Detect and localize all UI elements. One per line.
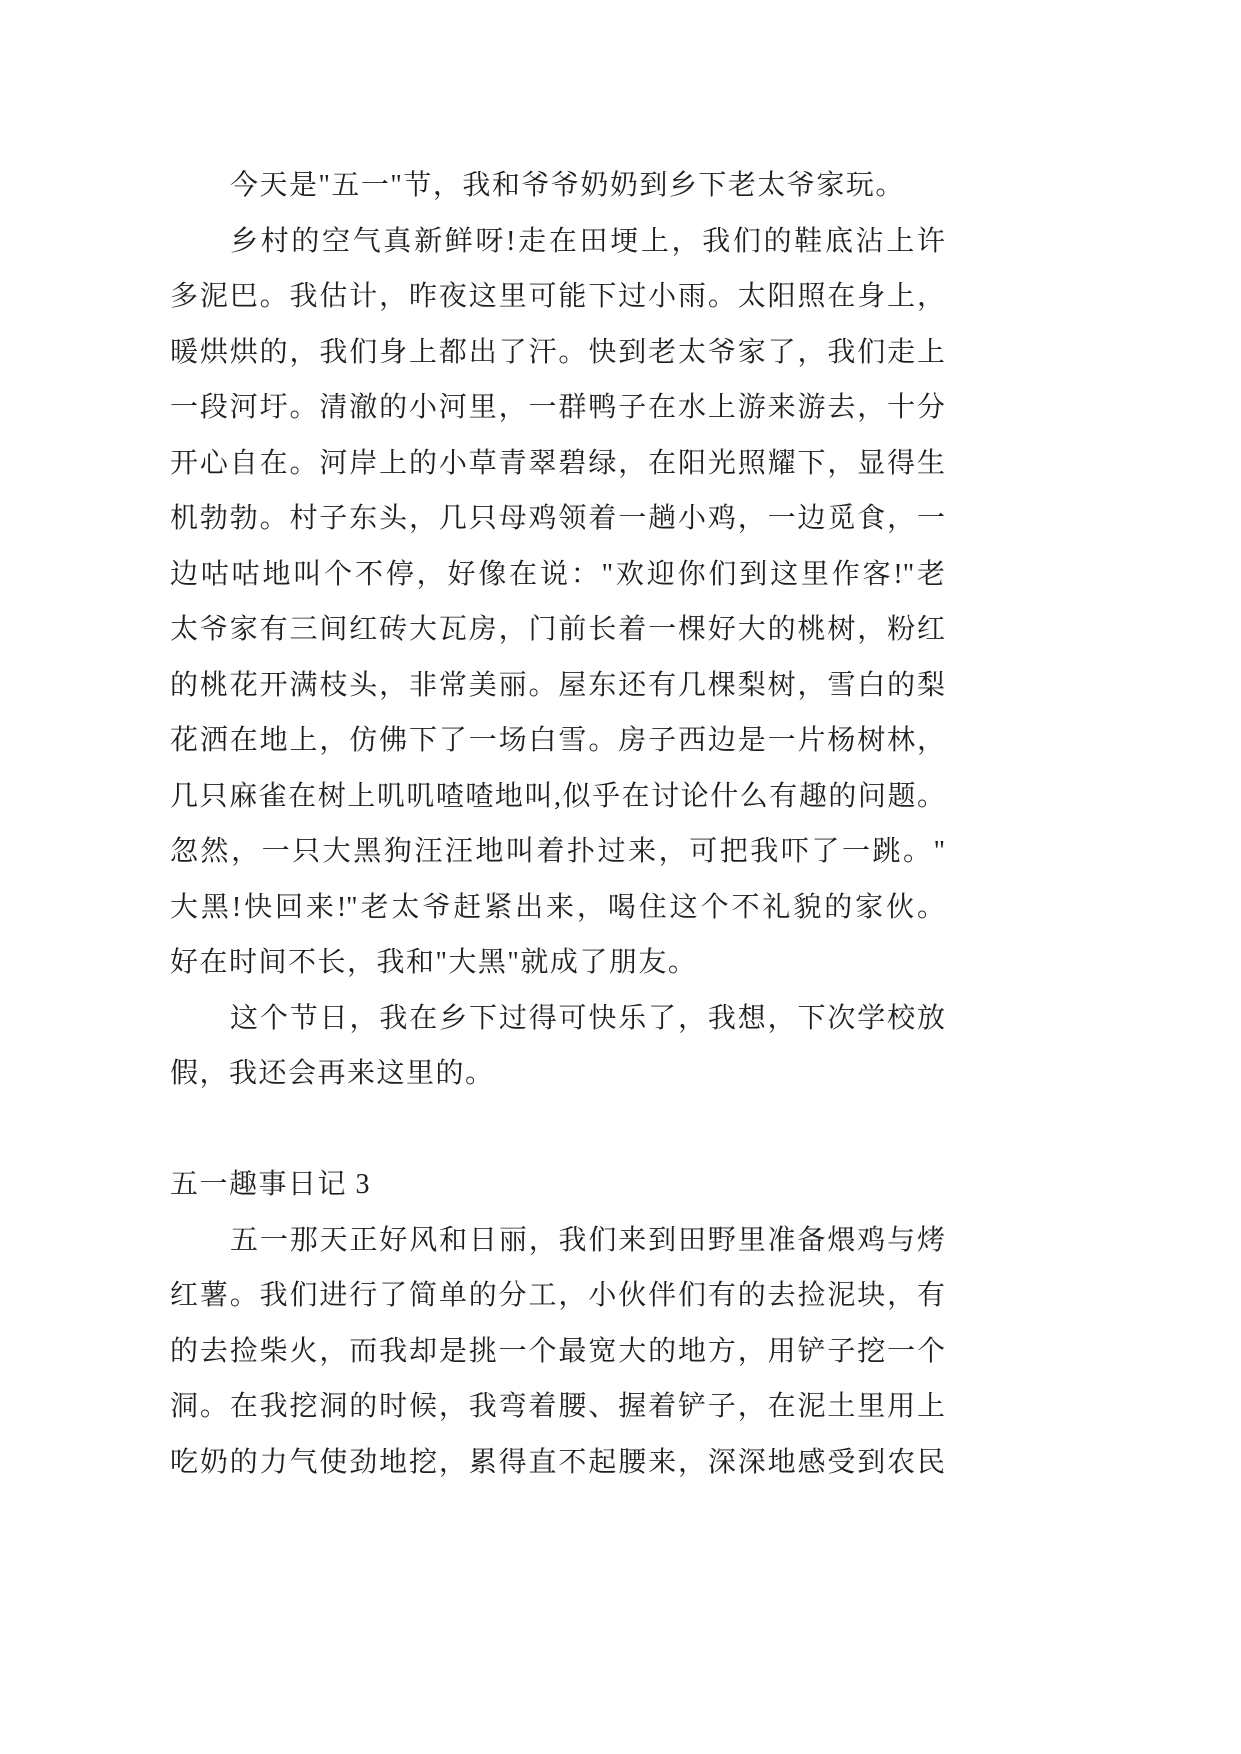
text-line: 太爷家有三间红砖大瓦房，门前长着一棵好大的桃树，粉红 bbox=[170, 614, 945, 645]
text-line: 今天是"五一"节，我和爷爷奶奶到乡下老太爷家玩。 bbox=[230, 170, 905, 201]
text-line: 暖烘烘的，我们身上都出了汗。快到老太爷家了，我们走上 bbox=[170, 336, 945, 368]
blank-line bbox=[170, 1102, 945, 1158]
text-line: 一段河圩。清澈的小河里，一群鸭子在水上游来游去，十分 bbox=[170, 392, 945, 423]
document-body bbox=[170, 158, 945, 1490]
text-line: 大黑!快回来!"老太爷赶紧出来，喝住这个不礼貌的家伙。 bbox=[170, 891, 945, 923]
paragraph bbox=[170, 1213, 945, 1491]
section-heading: 五一趣事日记 3 bbox=[170, 1169, 372, 1200]
paragraph bbox=[170, 991, 945, 1102]
text-line: 乡村的空气真新鲜呀!走在田埂上，我们的鞋底沾上许 bbox=[230, 225, 945, 257]
text-line: 机勃勃。村子东头，几只母鸡领着一趟小鸡，一边觅食，一 bbox=[170, 503, 945, 534]
text-line: 的去捡柴火，而我却是挑一个最宽大的地方，用铲子挖一个 bbox=[170, 1335, 945, 1367]
text-line: 边咕咕地叫个不停，好像在说："欢迎你们到这里作客!"老 bbox=[170, 558, 945, 590]
text-line: 这个节日，我在乡下过得可快乐了，我想，下次学校放 bbox=[230, 1002, 945, 1034]
text-line: 红薯。我们进行了简单的分工，小伙伴们有的去捡泥块，有 bbox=[170, 1280, 945, 1311]
text-line: 几只麻雀在树上叽叽喳喳地叫,似乎在讨论什么有趣的问题。 bbox=[170, 780, 945, 812]
text-line: 花洒在地上，仿佛下了一场白雪。房子西边是一片杨树林， bbox=[170, 725, 945, 756]
text-line: 好在时间不长，我和"大黑"就成了朋友。 bbox=[170, 947, 698, 978]
paragraph bbox=[170, 214, 945, 991]
text-line: 的桃花开满枝头，非常美丽。屋东还有几棵梨树，雪白的梨 bbox=[170, 669, 945, 701]
text-line: 假，我还会再来这里的。 bbox=[170, 1058, 495, 1089]
text-line: 洞。在我挖洞的时候，我弯着腰、握着铲子，在泥土里用上 bbox=[170, 1391, 945, 1422]
text-line: 五一那天正好风和日丽，我们来到田野里准备煨鸡与烤 bbox=[230, 1224, 945, 1256]
text-line: 开心自在。河岸上的小草青翠碧绿，在阳光照耀下，显得生 bbox=[170, 447, 945, 479]
paragraph bbox=[170, 158, 945, 214]
text-line: 多泥巴。我估计，昨夜这里可能下过小雨。太阳照在身上， bbox=[170, 281, 945, 312]
text-line: 忽然，一只大黑狗汪汪地叫着扑过来，可把我吓了一跳。" bbox=[170, 836, 945, 867]
text-line: 吃奶的力气使劲地挖，累得直不起腰来，深深地感受到农民 bbox=[170, 1446, 945, 1478]
